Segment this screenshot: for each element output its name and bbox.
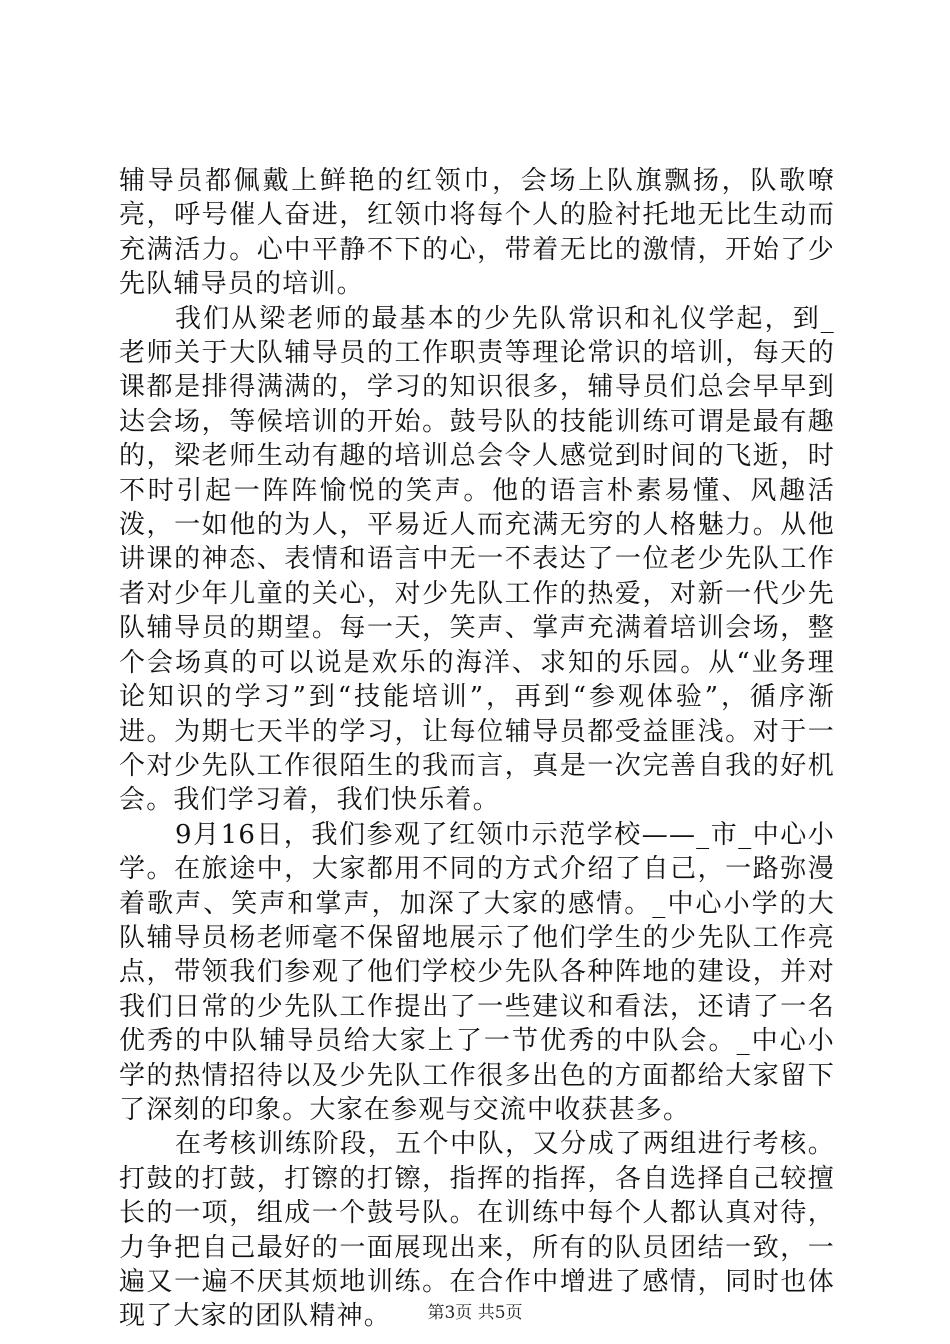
paragraph-training-content: 我们从梁老师的最基本的少先队常识和礼仪学起，到_老师关于大队辅导员的工作职责等理论常识的培训，每天的课都是排得满满的，学习的知识很多，辅导员们总会早早到达会场，等候培训的开始。鼓号队的技能训练可谓是最有趣的，梁老师生动有趣的培训总会令人感觉到时间的飞逝，时不时引起一阵阵愉悦的笑声。他的语言朴素易懂、风趣活泼，一如他的为人，平易近人而充满无穷的人格魅力。从他讲课的神态、表情和语言中无一不表达了一位老少先队工作者对少年儿童的关心，对少先队工作的热爱，对新一代少先队辅导员的期望。每一天，笑声、掌声充满着培训会场，整个会场真的可以说是欢乐的海洋、求知的乐园。从“业务理论知识的学习”到“技能培训”，再到“参观体验”，循序渐进。为期七天半的学习，让每位辅导员都受益匪浅。对于一个对少先队工作很陌生的我而言，真是一次完善自我的好机会。我们学习着，我们快乐着。 bbox=[119, 303, 835, 816]
paragraph-assessment: 在考核训练阶段，五个中队，又分成了两组进行考核。打鼓的打鼓，打镲的打镲，指挥的指挥，各自选择自己较擅长的一项，组成一个鼓号队。在训练中每个人都认真对待，力争把自己最好的一面展现出来，所有的队员团结一致，一遍又一遍不厌其烦地训练。在合作中增进了感情，同时也体现了大家的团队精神。 bbox=[119, 1129, 835, 1332]
paragraph-continuation: 辅导员都佩戴上鲜艳的红领巾，会场上队旗飘扬，队歌嘹亮，呼号催人奋进，红领巾将每个人的脸衬托地无比生动而充满活力。心中平静不下的心，带着无比的激情，开始了少先队辅导员的培训。 bbox=[119, 166, 835, 300]
page-number-footer: 第3页 共5页 bbox=[427, 1303, 523, 1323]
document-body bbox=[119, 164, 835, 1334]
paragraph-school-visit: 9月16日，我们参观了红领巾示范学校——_市_中心小学。在旅途中，大家都用不同的方式介绍了自己，一路弥漫着歌声、笑声和掌声，加深了大家的感情。_中心小学的大队辅导员杨老师毫不保留地展示了他们学生的少先队工作亮点，带领我们参观了他们学校少先队各种阵地的建设，并对我们日常的少先队工作提出了一些建议和看法，还请了一名优秀的中队辅导员给大家上了一节优秀的中队会。_中心小学的热情招待以及少先队工作很多出色的方面都给大家留下了深刻的印象。大家在参观与交流中收获甚多。 bbox=[119, 819, 835, 1125]
